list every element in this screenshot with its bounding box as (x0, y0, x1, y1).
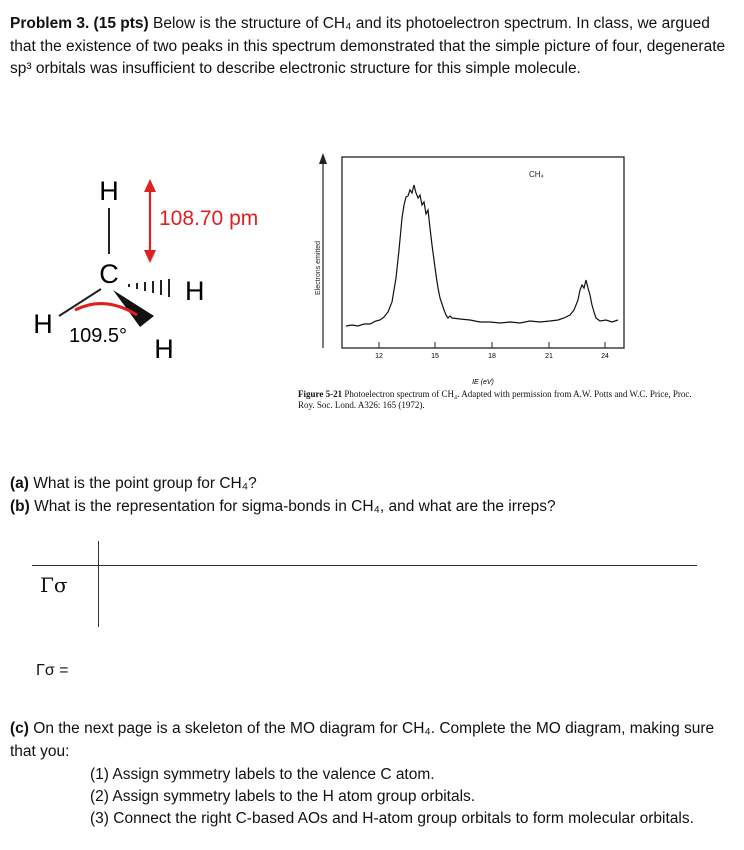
figure-caption (298, 389, 698, 411)
question-c-label: (c) (10, 720, 29, 737)
arrow-up-head (144, 179, 156, 192)
x-tick-label: 18 (488, 353, 496, 360)
question-b (10, 496, 734, 519)
question-a-label: (a) (10, 475, 29, 492)
x-tick-label: 24 (601, 353, 609, 360)
atom-h-top: H (99, 176, 119, 206)
list-item: (2) Assign symmetry labels to the H atom group orbitals. (90, 788, 476, 805)
list-item: (3) Connect the right C-based AOs and H-atom group orbitals to form molecular orbitals. (90, 810, 694, 827)
question-c-list (90, 764, 694, 830)
figure-caption-text: Photoelectron spectrum of CH₄. Adapted with permission from A.W. Potts and W.C. Price, Proc. Roy. Soc. Lond. A326: 165 (1972). (298, 389, 692, 410)
problem-label: Problem 3. (15 pts) (10, 15, 149, 32)
bond-length-label: 108.70 pm (159, 207, 259, 230)
wedge-bond (113, 290, 154, 327)
list-item: (1) Assign symmetry labels to the valence C atom. (90, 766, 435, 783)
x-tick-label: 21 (545, 353, 553, 360)
table-vertical-line (98, 541, 99, 627)
gamma-sigma-row-label: Γσ (40, 573, 68, 597)
questions-ab (10, 473, 734, 518)
plot-frame (342, 157, 624, 348)
arrow-down-head (144, 250, 156, 263)
y-axis-label: Electrons emitted (315, 240, 322, 295)
bond-angle-label: 109.5° (69, 325, 128, 347)
question-b-text: What is the representation for sigma-bonds in CH₄, and what are the irreps? (29, 497, 556, 515)
spectrum-trace (346, 185, 618, 326)
gamma-sigma-equation: Γσ = (36, 662, 69, 679)
question-a-text: What is the point group for CH₄? (28, 475, 257, 492)
y-axis-arrowhead (319, 153, 327, 164)
x-tick-label: 12 (375, 353, 383, 360)
question-a (10, 473, 734, 496)
molecule-label: CH₄ (529, 170, 544, 179)
x-ticks (379, 342, 605, 348)
hashed-bond (129, 279, 169, 297)
problem-text: Below is the structure of CH₄ and its photoelectron spectrum. In class, we argued that the existence of two peaks in this spectrum demonstrated that the simple picture of four, degenerate sp³ orbitals was insufficient to describe electronic structure for this simple molecule. (10, 15, 726, 77)
atom-h-bottom: H (154, 334, 174, 364)
atom-h-right: H (185, 276, 205, 306)
pe-spectrum-plot (300, 150, 640, 390)
table-horizontal-line (32, 565, 697, 566)
ch4-structure-diagram (25, 170, 305, 380)
question-c-text: On the next page is a skeleton of the MO diagram for CH₄. Complete the MO diagram, making sure that you: (10, 720, 715, 760)
question-b-label: (b) (10, 497, 30, 515)
figure-label: Figure 5-21 (298, 389, 343, 399)
atom-h-left: H (33, 309, 53, 339)
atom-c: C (99, 259, 119, 289)
question-c (10, 718, 734, 763)
problem-statement (10, 13, 734, 81)
x-axis-label: IE (eV) (472, 379, 494, 386)
x-tick-label: 15 (431, 353, 439, 360)
